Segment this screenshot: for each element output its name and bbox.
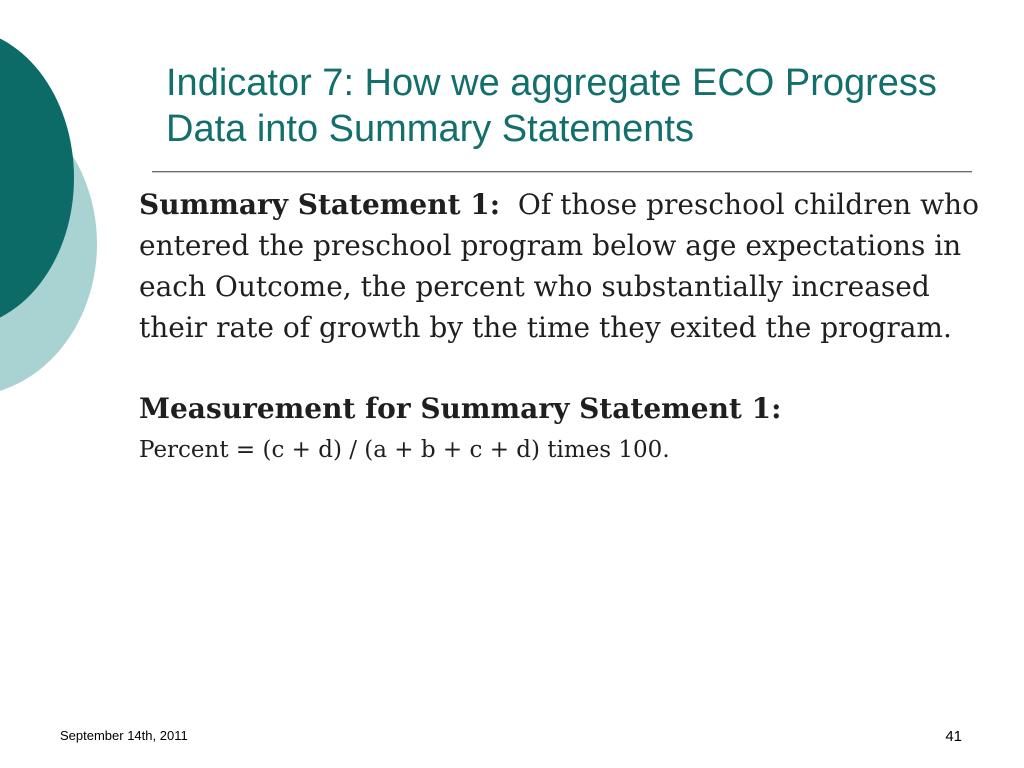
measurement-formula: Percent = (c + d) / (a + b + c + d) times 100. bbox=[139, 437, 670, 463]
slide-title: Indicator 7: How we aggregate ECO Progress Data into Summary Statements bbox=[166, 62, 937, 150]
slide-body bbox=[139, 184, 999, 467]
summary-statement-label: Summary Statement 1: bbox=[139, 188, 501, 221]
summary-statement-text: Of those preschool children who entered the preschool program below age expectations in each Outcome, the percent who substantially increased their rate of growth by the time they exited the program. bbox=[139, 188, 979, 344]
footer-date: September 14th, 2011 bbox=[60, 728, 188, 743]
measurement-label: Measurement for Summary Statement 1: bbox=[139, 392, 782, 425]
title-divider bbox=[152, 171, 972, 173]
page-number: 41 bbox=[945, 728, 962, 745]
summary-statement-paragraph bbox=[139, 184, 999, 348]
